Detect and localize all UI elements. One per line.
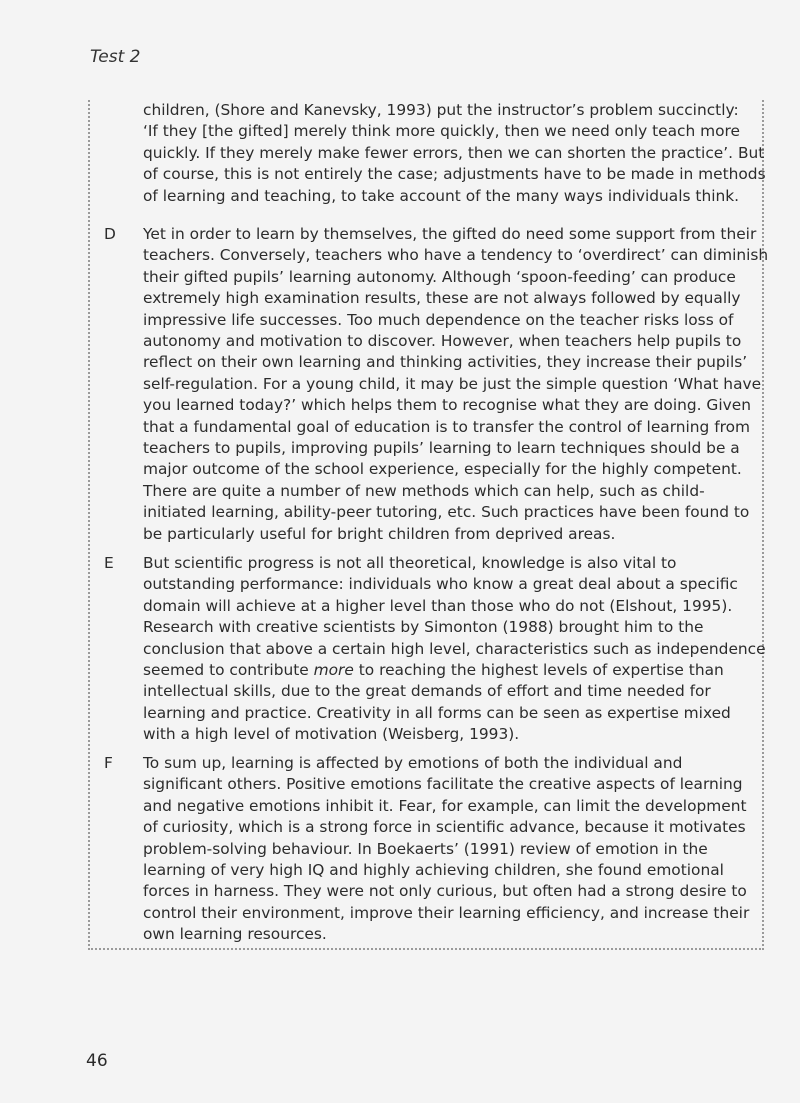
text-line: problem-solving behaviour. In Boekaerts’ (1991) review of emotion in the: [143, 839, 708, 858]
text-line: ‘If they [the gifted] merely think more quickly, then we need only teach more: [143, 122, 741, 141]
text-line: and negative emotions inhibit it. Fear, for example, can limit the development: [143, 796, 747, 815]
text-line: But scientific progress is not all theoretical, knowledge is also vital to: [143, 554, 677, 572]
paragraph-e: [143, 553, 766, 746]
text-line: own learning resources.: [143, 925, 327, 944]
text-line: learning of very high IQ and highly achieving children, she found emotional: [143, 861, 724, 880]
paragraph-letter-e: E: [104, 554, 114, 572]
text-line: autonomy and motivation to discover. However, when teachers help pupils to: [143, 332, 742, 351]
text-line: self-regulation. For a young child, it may be just the simple question ‘What have: [143, 374, 762, 393]
text-segment: to reaching the highest levels of expertise than: [353, 661, 724, 680]
text-line: be particularly useful for bright children from deprived areas.: [143, 524, 616, 543]
text-line: significant others. Positive emotions facilitate the creative aspects of learning: [143, 775, 743, 794]
text-segment: seemed to contribute: [143, 661, 314, 680]
text-line: reflect on their own learning and thinking activities, they increase their pupils’: [143, 353, 748, 372]
paragraph-letter-f: F: [104, 754, 113, 772]
text-line: outstanding performance: individuals who know a great deal about a specific: [143, 575, 738, 594]
text-line: learning and practice. Creativity in all forms can be seen as expertise mixed: [143, 703, 731, 722]
text-line: major outcome of the school experience, especially for the highly competent.: [143, 460, 742, 479]
text-line: with a high level of motivation (Weisberg, 1993).: [143, 725, 520, 744]
text-line: that a fundamental goal of education is to transfer the control of learning from: [143, 417, 751, 436]
paragraph-f: [143, 753, 751, 946]
text-line: There are quite a number of new methods which can help, such as child-: [143, 481, 705, 500]
text-line: Research with creative scientists by Simonton (1988) brought him to the: [143, 618, 704, 637]
text-line: impressive life successes. Too much dependence on the teacher risks loss of: [143, 310, 734, 329]
text-line: conclusion that above a certain high level, characteristics such as independence: [143, 639, 766, 658]
text-line: children, (Shore and Kanevsky, 1993) put the instructor’s problem succinctly:: [143, 101, 739, 119]
text-line: their gifted pupils’ learning autonomy. Although ‘spoon-feeding’ can produce: [143, 267, 736, 286]
emphasis-more: more: [313, 661, 354, 680]
text-line: intellectual skills, due to the great demands of effort and time needed for: [143, 682, 711, 701]
text-line: of course, this is not entirely the case; adjustments have to be made in methods: [143, 165, 766, 184]
paragraph-c-continued: [143, 100, 766, 207]
text-line: teachers. Conversely, teachers who have a tendency to ‘overdirect’ can diminish: [143, 246, 769, 265]
text-line: of learning and teaching, to take account of the many ways individuals think.: [143, 186, 740, 205]
text-line-with-emphasis: [143, 660, 751, 681]
text-line: To sum up, learning is affected by emotions of both the individual and: [143, 754, 683, 772]
text-line: you learned today?’ which helps them to recognise what they are doing. Given: [143, 396, 751, 415]
text-line: Yet in order to learn by themselves, the gifted do need some support from their: [143, 225, 757, 243]
paragraph-d: [143, 224, 769, 545]
page-number: 46: [86, 1051, 108, 1071]
text-line: of curiosity, which is a strong force in scientific advance, because it motivates: [143, 818, 746, 837]
text-line: initiated learning, ability-peer tutoring, etc. Such practices have been found to: [143, 503, 750, 522]
paragraph-letter-d: D: [104, 225, 116, 243]
text-line: teachers to pupils, improving pupils’ learning to learn techniques should be a: [143, 439, 740, 458]
text-line: extremely high examination results, these are not always followed by equally: [143, 289, 741, 308]
text-line: domain will achieve at a higher level than those who do not (Elshout, 1995).: [143, 596, 733, 615]
text-line: quickly. If they merely make fewer errors, then we can shorten the practice’. But: [143, 143, 765, 162]
text-line: forces in harness. They were not only curious, but often had a strong desire to: [143, 882, 747, 901]
running-head: Test 2: [90, 47, 141, 67]
text-line: control their environment, improve their learning efficiency, and increase their: [143, 903, 750, 922]
